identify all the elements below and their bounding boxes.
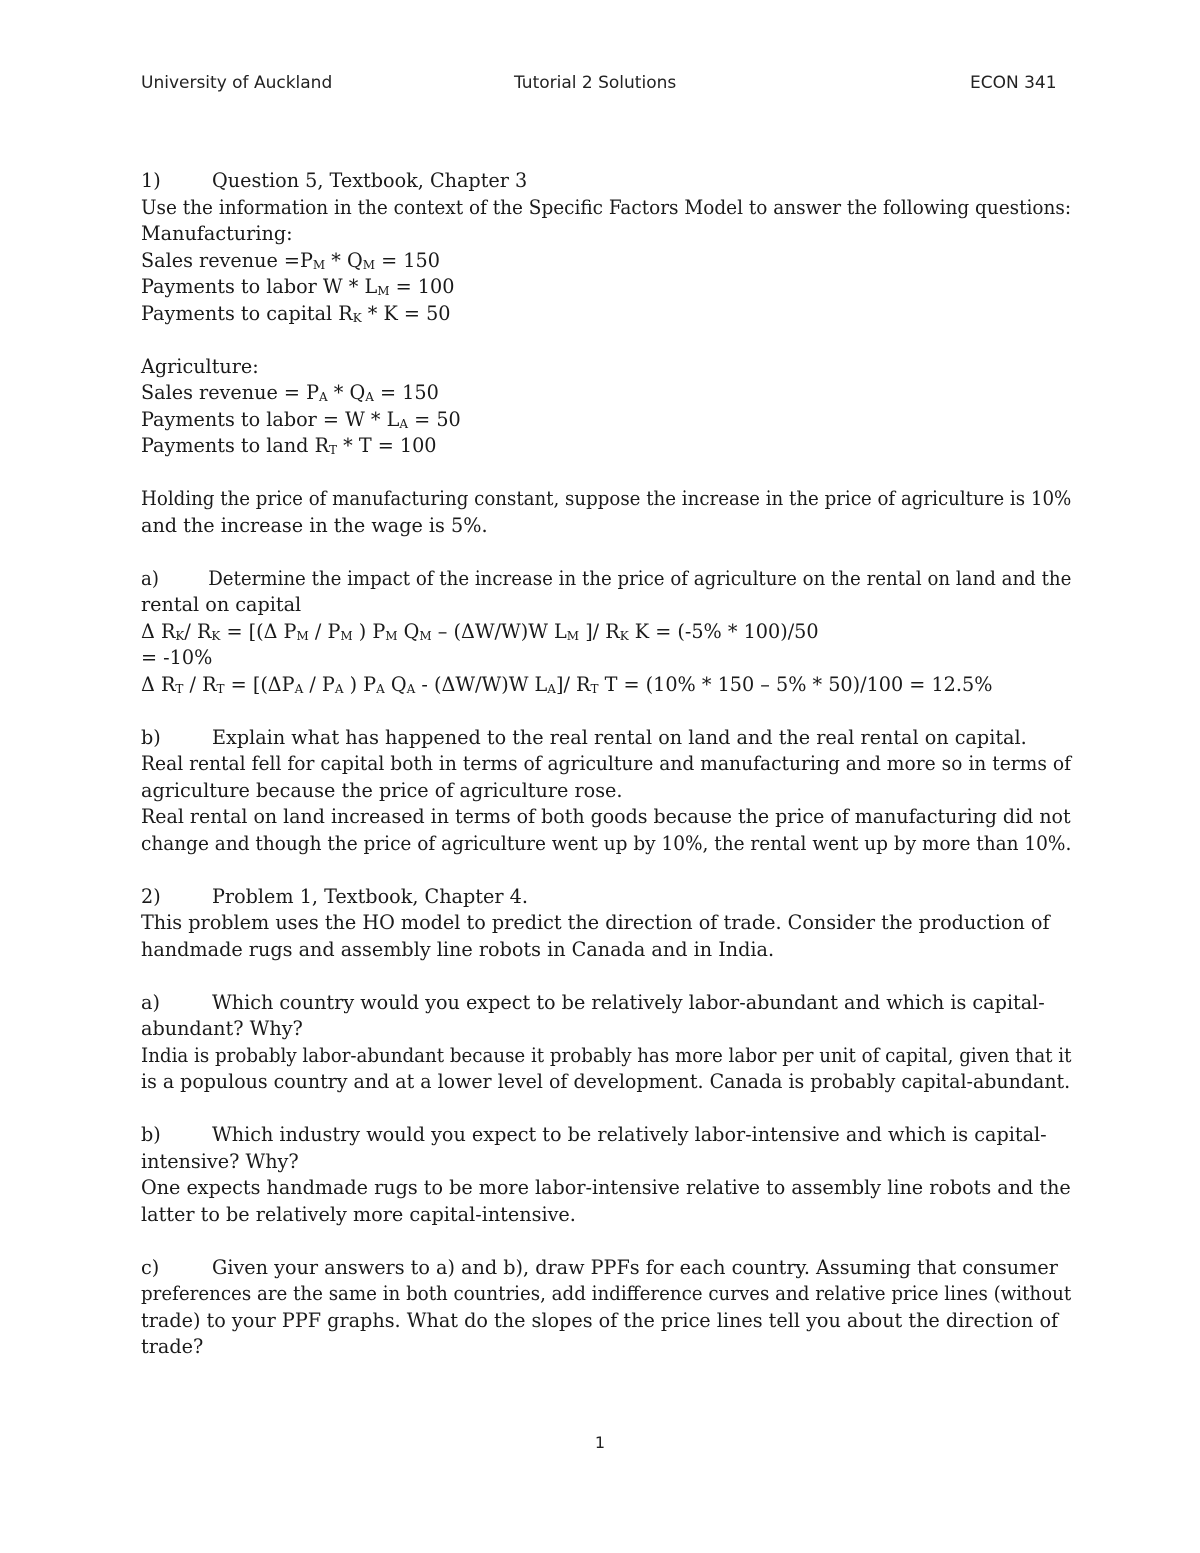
manufacturing-sales-revenue: Sales revenue $=P_M * Q_M = 150$ [141,248,440,272]
q2-heading [141,884,1071,911]
q2c-question-line-4: trade? [141,1335,204,1358]
q2b-question-line-2: intensive? Why? [141,1149,299,1173]
manufacturing-label: Manufacturing: [141,222,293,245]
q2-intro-line-1: This problem uses the HO model to predict the direction of trade. Consider the production of [141,911,1050,934]
q1-heading [141,168,1071,195]
q2a-answer-line-2: is a populous country and at a lower level of development. Canada is probably capital-abundant. [141,1070,1071,1093]
q2-number: 2) [141,884,161,908]
q1-intro: Use the information in the context of the Specific Factors Model to answer the following questions: [141,195,1072,219]
q2c-question-line-3: trade) to your PPF graphs. What do the slopes of the price lines tell you about the direction of [141,1308,1059,1332]
q1b-answer-line-1: Real rental fell for capital both in terms of agriculture and manufacturing and more so in terms of [141,752,1072,775]
q1a-question-line-1: a) Determine the impact of the increase in the price of agriculture on the rental on land and the [141,566,1072,590]
q1-number: 1) [141,169,161,192]
q1b-answer-line-4: change and though the price of agriculture went up by 10%, the rental went up by more than 10%. [141,831,1072,855]
header-title: Tutorial 2 Solutions [514,73,677,93]
header-university: University of Auckland [141,73,333,93]
assumption-line-1: Holding the price of manufacturing constant, suppose the increase in the price of agriculture is 10% [141,487,1072,510]
document-body [141,168,1071,1361]
q2a-answer-line-1: India is probably labor-abundant because it probably has more labor per unit of capital, given that it [141,1043,1072,1067]
capital-rental-equation: Δ $R_K/$ $R_K = [(\Delta$ $P_M / P_M$ ) $P_M$ $Q_M - (\Delta W/W)W$ $L_M$ ]/ $R_K$ K = (-5% * 100)/50 [141,619,819,643]
q1a-question-line-2: rental on capital [141,593,302,616]
agriculture-labor-payments: Payments to labor = $W * L_A = 50$ [141,407,461,431]
q2c-question-line-1: c) Given your answers to a) and b), draw PPFs for each country. Assuming that consumer [141,1255,1058,1279]
manufacturing-capital-payments: Payments to capital $R_K * K = 50$ [141,301,451,325]
agriculture-label: Agriculture: [141,354,259,378]
agriculture-land-payments: Payments to land $R_T * T = 100$ [141,434,437,457]
q2a-question-line-2: abundant? Why? [141,1017,303,1040]
q1b-question: b) Explain what has happened to the real rental on land and the real rental on capital. [141,725,1027,749]
q2-intro-line-2: handmade rugs and assembly line robots in Canada and in India. [141,937,775,961]
header-course: ECON 341 [970,73,1057,93]
q2b-answer-line-2: latter to be relatively more capital-intensive. [141,1202,576,1226]
land-rental-equation: Δ $R_T / R_T = [(\Delta P_A / P_A$ ) $P_A$ $Q_A - (\Delta W/W)W$ $L_A]/$ $R_T$ T = (10% * 150 – 5% * 50)/100 = 12.5% [141,672,993,696]
agriculture-sales-revenue: Sales revenue = $P_A * Q_A = 150$ [141,381,439,404]
page-number: 1 [594,1433,606,1452]
q2c-question-line-2: preferences are the same in both countries, add indifference curves and relative price lines (without [141,1282,1072,1305]
q1-title: Question 5, Textbook, Chapter 3 [212,169,528,192]
assumption-line-2: and the increase in the wage is 5%. [141,513,488,537]
capital-rental-result: = -10% [141,646,213,669]
q2b-answer-line-1: One expects handmade rugs to be more labor-intensive relative to assembly line robots and the [141,1176,1071,1199]
q1b-answer-line-3: Real rental on land increased in terms of both goods because the price of manufacturing did not [141,805,1071,828]
q2b-question-line-1: b) Which industry would you expect to be relatively labor-intensive and which is capital- [141,1123,1047,1146]
q2a-question-line-1: a) Which country would you expect to be relatively labor-abundant and which is capital- [141,990,1045,1014]
q2-title: Problem 1, Textbook, Chapter 4. [212,884,528,908]
manufacturing-labor-payments: Payments to labor $W * L_M = 100$ [141,275,455,298]
q1b-answer-line-2: agriculture because the price of agriculture rose. [141,778,623,802]
